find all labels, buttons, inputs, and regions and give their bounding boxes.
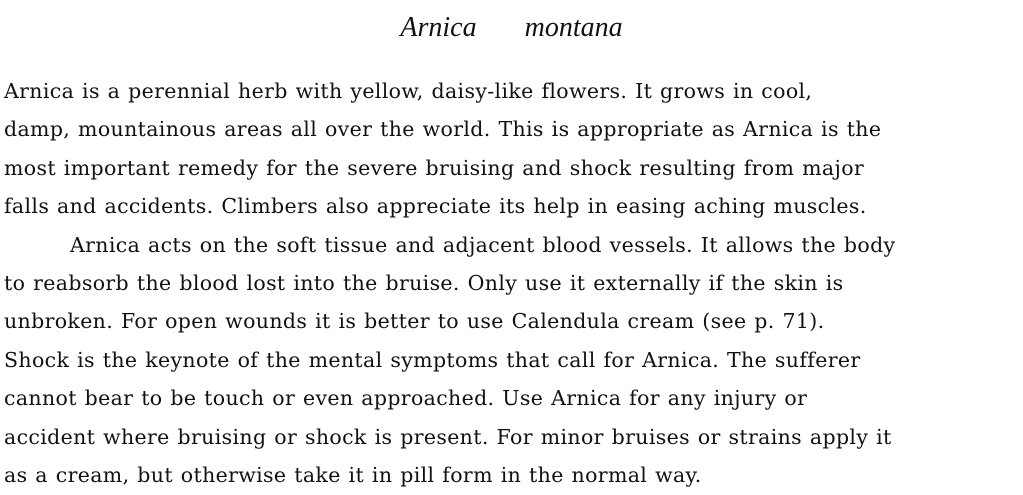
text-line: falls and accidents. Climbers also appreciate its help in easing aching muscles. [4,194,867,219]
text-line: Arnica acts on the soft tissue and adjacent blood vessels. It allows the body [70,232,896,257]
body-text [4,72,1014,494]
text-line: accident where bruising or shock is present. For minor bruises or strains apply it [4,424,892,449]
text-line: most important remedy for the severe bruising and shock resulting from major [4,155,865,180]
text-line: Arnica is a perennial herb with yellow, daisy-like flowers. It grows in cool, [4,79,813,103]
paragraph-1 [4,72,1014,226]
page-title [0,10,1023,46]
text-line: Shock is the keynote of the mental symptoms that call for Arnica. The sufferer [4,347,861,372]
text-line: unbroken. For open wounds it is better to use Calendula cream (see p. 71). [4,309,825,334]
text-line: cannot bear to be touch or even approached. Use Arnica for any injury or [4,386,808,411]
title-species: montana [524,12,623,43]
text-line: to reabsorb the blood lost into the bruise. Only use it externally if the skin is [4,270,844,295]
text-line: damp, mountainous areas all over the world. This is appropriate as Arnica is the [4,117,882,142]
paragraph-2 [4,226,1014,495]
title-genus: Arnica [400,12,477,43]
text-line: as a cream, but otherwise take it in pill form in the normal way. [4,462,702,487]
